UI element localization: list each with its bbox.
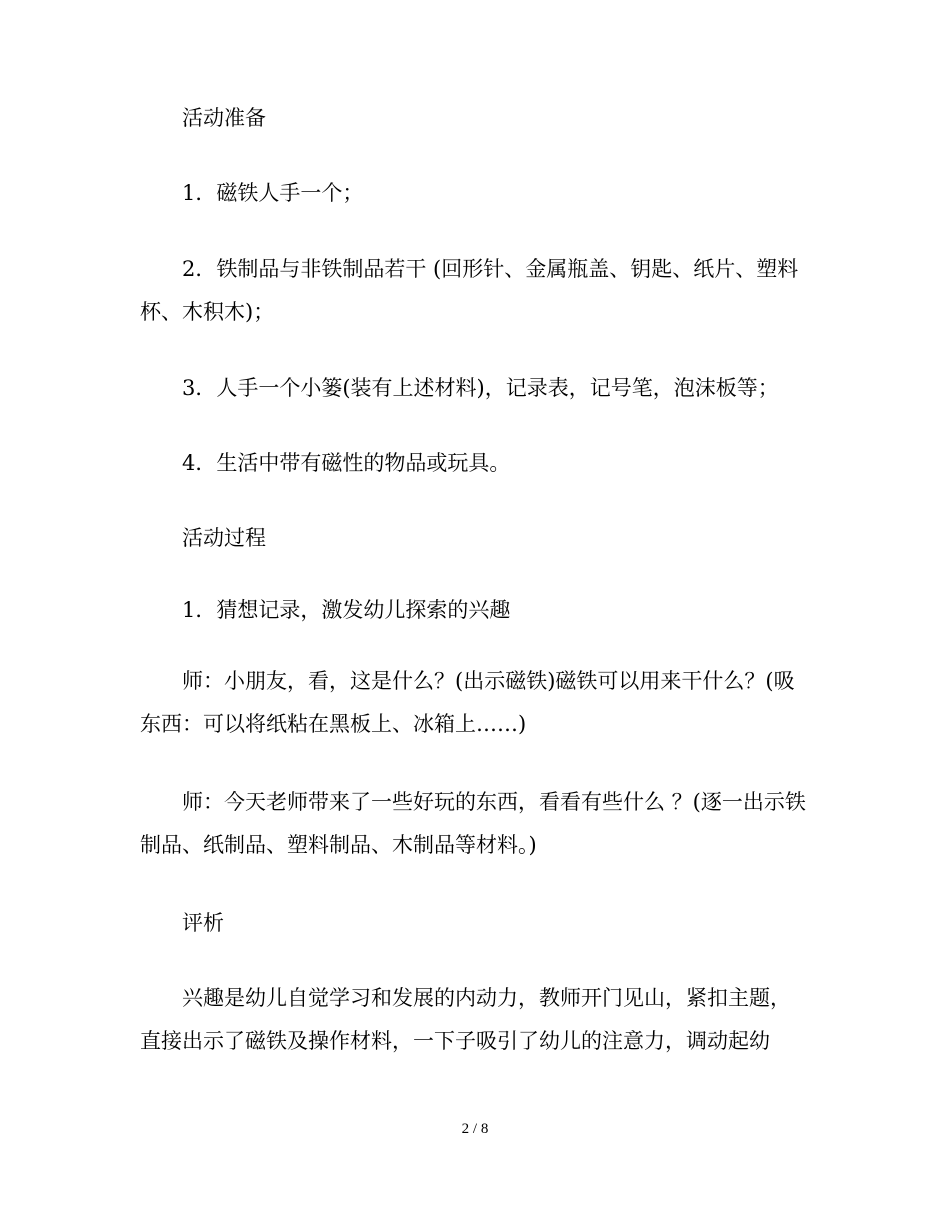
page-number: 2 / 8 — [461, 1121, 489, 1137]
list-item-magnetic-toys: 4．生活中带有磁性的物品或玩具。 — [182, 451, 511, 475]
section-heading-analysis: 评析 — [182, 911, 224, 935]
list-item-basket: 3．人手一个小篓(装有上述材料)，记录表，记号笔，泡沫板等； — [182, 376, 779, 400]
list-item-magnet: 1．磁铁人手一个； — [182, 181, 364, 205]
step-heading-guess-record: 1．猜想记录，激发幼儿探索的兴趣 — [182, 598, 511, 622]
list-item-materials: 2．铁制品与非铁制品若干 (回形针、金属瓶盖、钥匙、纸片、塑料杯、木积木)； — [140, 257, 799, 324]
section-heading-process: 活动过程 — [182, 526, 266, 550]
teacher-dialogue-1: 师：小朋友，看，这是什么？(出示磁铁)磁铁可以用来干什么？(吸东西：可以将纸粘在黑板上、冰箱上……) — [140, 669, 795, 736]
teacher-dialogue-2: 师：今天老师带来了一些好玩的东西，看看有些什么 ？(逐一出示铁制品、纸制品、塑料制品、木制品等材料。) — [140, 790, 806, 857]
section-heading-preparation: 活动准备 — [182, 106, 266, 130]
analysis-paragraph: 兴趣是幼儿自觉学习和发展的内动力，教师开门见山，紧扣主题，直接出示了磁铁及操作材料，一下子吸引了幼儿的注意力，调动起幼 — [140, 986, 791, 1053]
